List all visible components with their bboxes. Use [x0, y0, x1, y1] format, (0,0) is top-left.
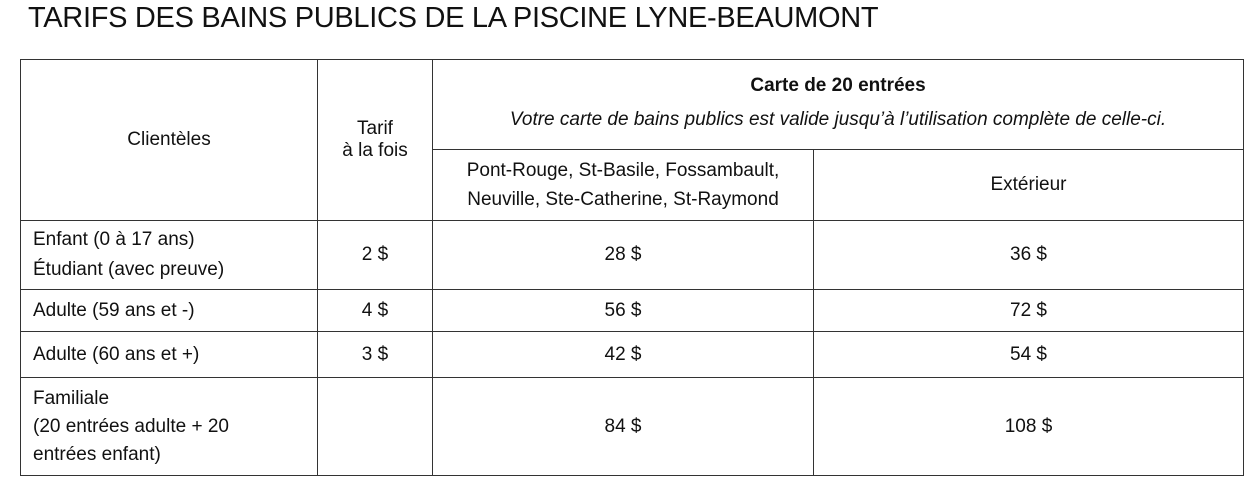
local-price-cell: 42 $ — [433, 332, 814, 378]
header-tarif-line2: à la fois — [342, 140, 408, 161]
header-exterieur: Extérieur — [814, 150, 1244, 221]
header-clienteles: Clientèles — [21, 60, 318, 221]
client-line: Adulte (59 ans et -) — [33, 299, 195, 321]
header-local — [433, 150, 814, 221]
tarif-cell: 3 $ — [318, 332, 433, 378]
tarif-cell: 2 $ — [318, 221, 433, 290]
client-line: Étudiant (avec preuve) — [33, 259, 225, 280]
client-line: Familiale — [33, 387, 110, 409]
client-line: Adulte (60 ans et +) — [33, 343, 200, 365]
exterieur-price-cell: 72 $ — [814, 290, 1244, 332]
header-tarif-line1: Tarif — [357, 118, 393, 139]
table-row — [21, 221, 1244, 290]
header-local-line2: Neuville, Ste-Catherine, St-Raymond — [467, 189, 779, 210]
client-cell — [21, 290, 318, 332]
client-cell — [21, 332, 318, 378]
header-carte — [433, 60, 1244, 150]
local-price-cell: 56 $ — [433, 290, 814, 332]
page-title: TARIFS DES BAINS PUBLICS DE LA PISCINE LYNE-BEAUMONT — [28, 2, 879, 34]
exterieur-price-cell: 54 $ — [814, 332, 1244, 378]
rates-table — [20, 59, 1244, 476]
client-line: entrées enfant) — [33, 443, 161, 465]
exterieur-price-cell: 108 $ — [814, 378, 1244, 476]
header-carte-title: Carte de 20 entrées — [750, 74, 926, 96]
table-row — [21, 332, 1244, 378]
tarif-cell — [318, 378, 433, 476]
exterieur-price-cell: 36 $ — [814, 221, 1244, 290]
local-price-cell: 28 $ — [433, 221, 814, 290]
client-line: Enfant (0 à 17 ans) — [33, 229, 195, 250]
table-row — [21, 290, 1244, 332]
client-cell — [21, 221, 318, 290]
header-local-line1: Pont-Rouge, St-Basile, Fossambault, — [466, 160, 780, 181]
header-tarif — [318, 60, 433, 221]
client-line: (20 entrées adulte + 20 — [33, 415, 229, 437]
tarif-cell: 4 $ — [318, 290, 433, 332]
local-price-cell: 84 $ — [433, 378, 814, 476]
client-cell — [21, 378, 318, 476]
header-carte-note: Votre carte de bains publics est valide jusqu’à l’utilisation complète de celle-ci. — [509, 108, 1167, 130]
header-row-top — [21, 60, 1244, 150]
table-row — [21, 378, 1244, 476]
